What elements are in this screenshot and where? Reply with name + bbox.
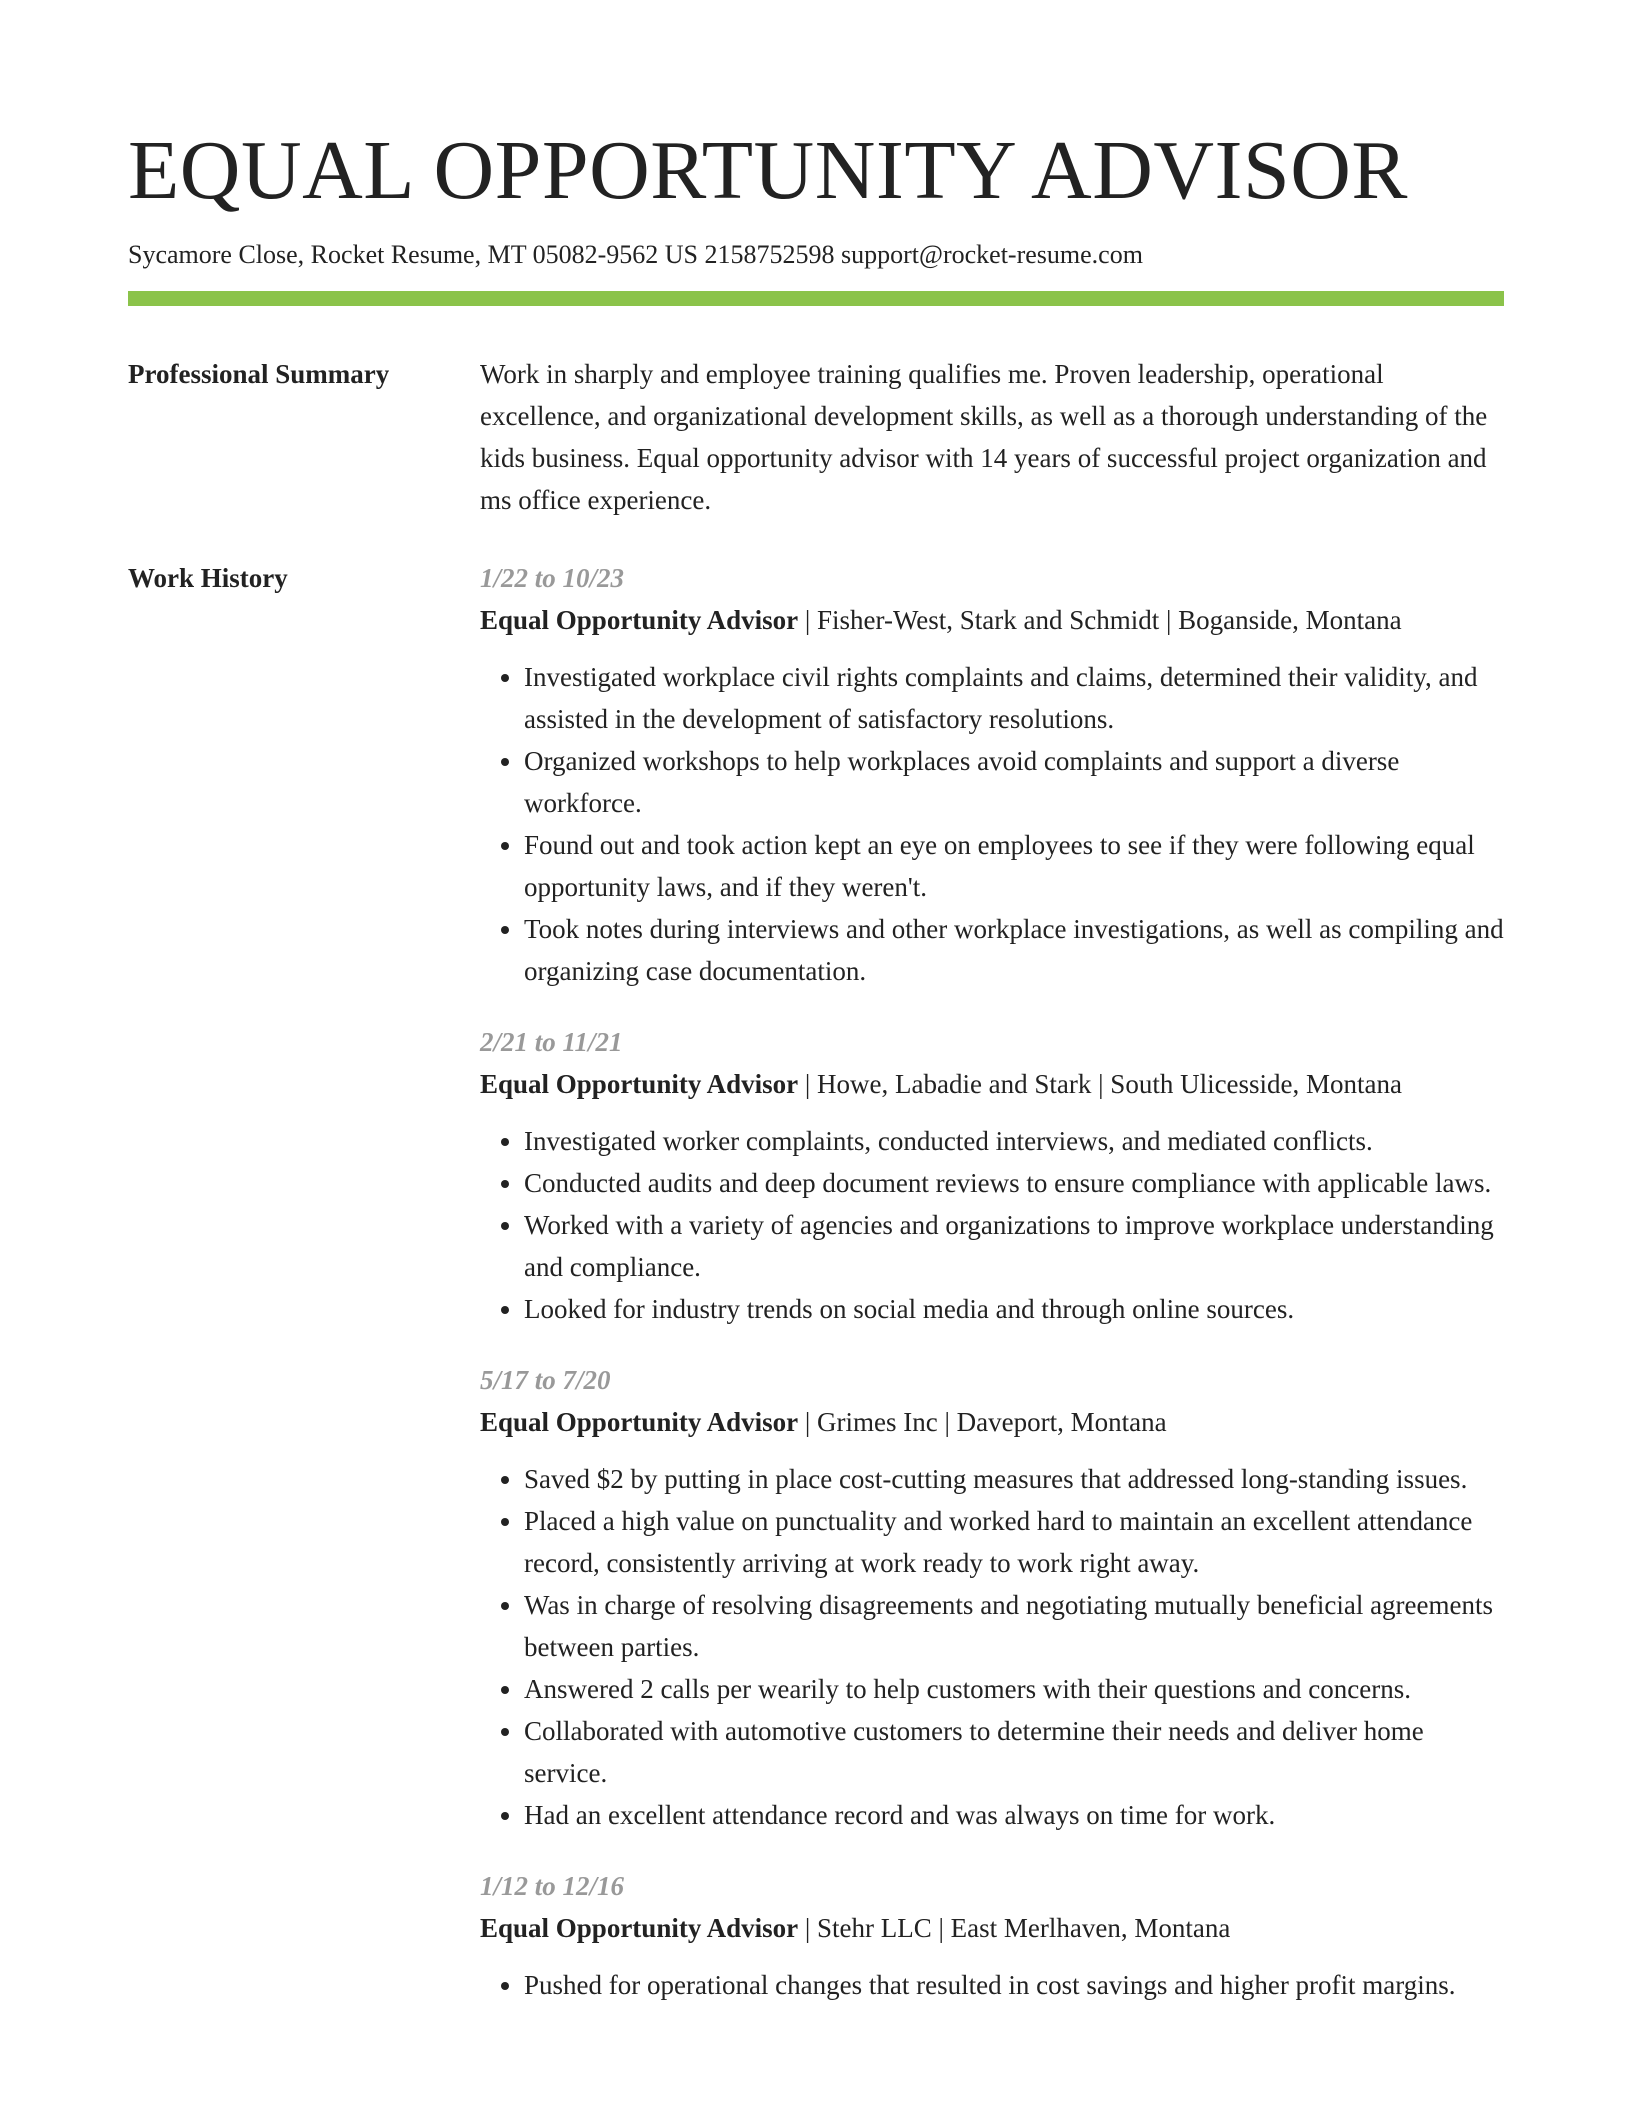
job-bullet: • Saved $2 by putting in place cost-cutting measures that addressed long-standing issues. (524, 1458, 1504, 1500)
job-entry (480, 557, 1504, 992)
professional-summary-section (128, 353, 1504, 521)
job-bullet: • Investigated worker complaints, conducted interviews, and mediated conflicts. (524, 1120, 1504, 1162)
job-title: Equal Opportunity Advisor (480, 1069, 799, 1099)
job-heading (480, 1063, 1504, 1105)
job-dates: 1/22 to 10/23 (480, 563, 625, 593)
job-bullet: • Investigated workplace civil rights complaints and claims, determined their validity, and assisted in the development of satisfactory resolutions. (524, 656, 1504, 740)
job-entry (480, 1865, 1504, 2006)
job-bullets (480, 1120, 1504, 1330)
job-title: Equal Opportunity Advisor (480, 1407, 799, 1437)
job-bullet: • Found out and took action kept an eye on employees to see if they were following equal opportunity laws, and if they weren't. (524, 824, 1504, 908)
job-bullet: • Placed a high value on punctuality and worked hard to maintain an excellent attendance record, consistently arriving at work ready to work right away. (524, 1500, 1504, 1584)
section-title-work-history: Work History (128, 563, 288, 593)
job-details: | Grimes Inc | Daveport, Montana (798, 1407, 1167, 1437)
job-entry (480, 1021, 1504, 1330)
job-bullet: • Worked with a variety of agencies and organizations to improve workplace understanding and compliance. (524, 1204, 1504, 1288)
job-bullet: • Had an excellent attendance record and was always on time for work. (524, 1794, 1504, 1836)
job-dates: 2/21 to 11/21 (480, 1027, 623, 1057)
accent-divider (128, 291, 1504, 306)
job-bullet: • Looked for industry trends on social media and through online sources. (524, 1288, 1504, 1330)
resume-page (128, 0, 1504, 2035)
job-dates: 1/12 to 12/16 (480, 1871, 625, 1901)
job-heading (480, 599, 1504, 641)
job-heading (480, 1401, 1504, 1443)
job-title: Equal Opportunity Advisor (480, 1913, 799, 1943)
job-bullet: • Was in charge of resolving disagreements and negotiating mutually beneficial agreements between parties. (524, 1584, 1504, 1668)
job-bullet: • Pushed for operational changes that resulted in cost savings and higher profit margins. (524, 1964, 1504, 2006)
job-bullet: • Conducted audits and deep document reviews to ensure compliance with applicable laws. (524, 1162, 1504, 1204)
job-details: | Stehr LLC | East Merlhaven, Montana (798, 1913, 1231, 1943)
job-bullet: • Collaborated with automotive customers to determine their needs and deliver home service. (524, 1710, 1504, 1794)
job-heading (480, 1907, 1504, 1949)
contact-info: Sycamore Close, Rocket Resume, MT 05082-9562 US 2158752598 support@rocket-resume.com (128, 240, 1143, 269)
job-bullet: • Organized workshops to help workplaces avoid complaints and support a diverse workforce. (524, 740, 1504, 824)
job-title: Equal Opportunity Advisor (480, 605, 799, 635)
job-entry (480, 1359, 1504, 1836)
job-bullet: • Took notes during interviews and other workplace investigations, as well as compiling and organizing case documentation. (524, 908, 1504, 992)
job-bullet: • Answered 2 calls per wearily to help customers with their questions and concerns. (524, 1668, 1504, 1710)
summary-text: Work in sharply and employee training qualifies me. Proven leadership, operational excellence, and organizational development skills, as well as a thorough understanding of the kids business. Equal opportunity advisor with 14 years of successful project organization and ms office experience. (480, 359, 1488, 515)
job-details: | Fisher-West, Stark and Schmidt | Boganside, Montana (798, 605, 1402, 635)
section-title-summary: Professional Summary (128, 359, 390, 389)
job-bullets (480, 1964, 1504, 2006)
job-dates: 5/17 to 7/20 (480, 1365, 611, 1395)
job-bullets (480, 656, 1504, 992)
job-details: | Howe, Labadie and Stark | South Ulicesside, Montana (798, 1069, 1403, 1099)
resume-title: EQUAL OPPORTUNITY ADVISOR (128, 124, 1408, 217)
job-bullets (480, 1458, 1504, 1836)
job-list (480, 557, 1504, 2035)
work-history-section (128, 557, 1504, 2035)
